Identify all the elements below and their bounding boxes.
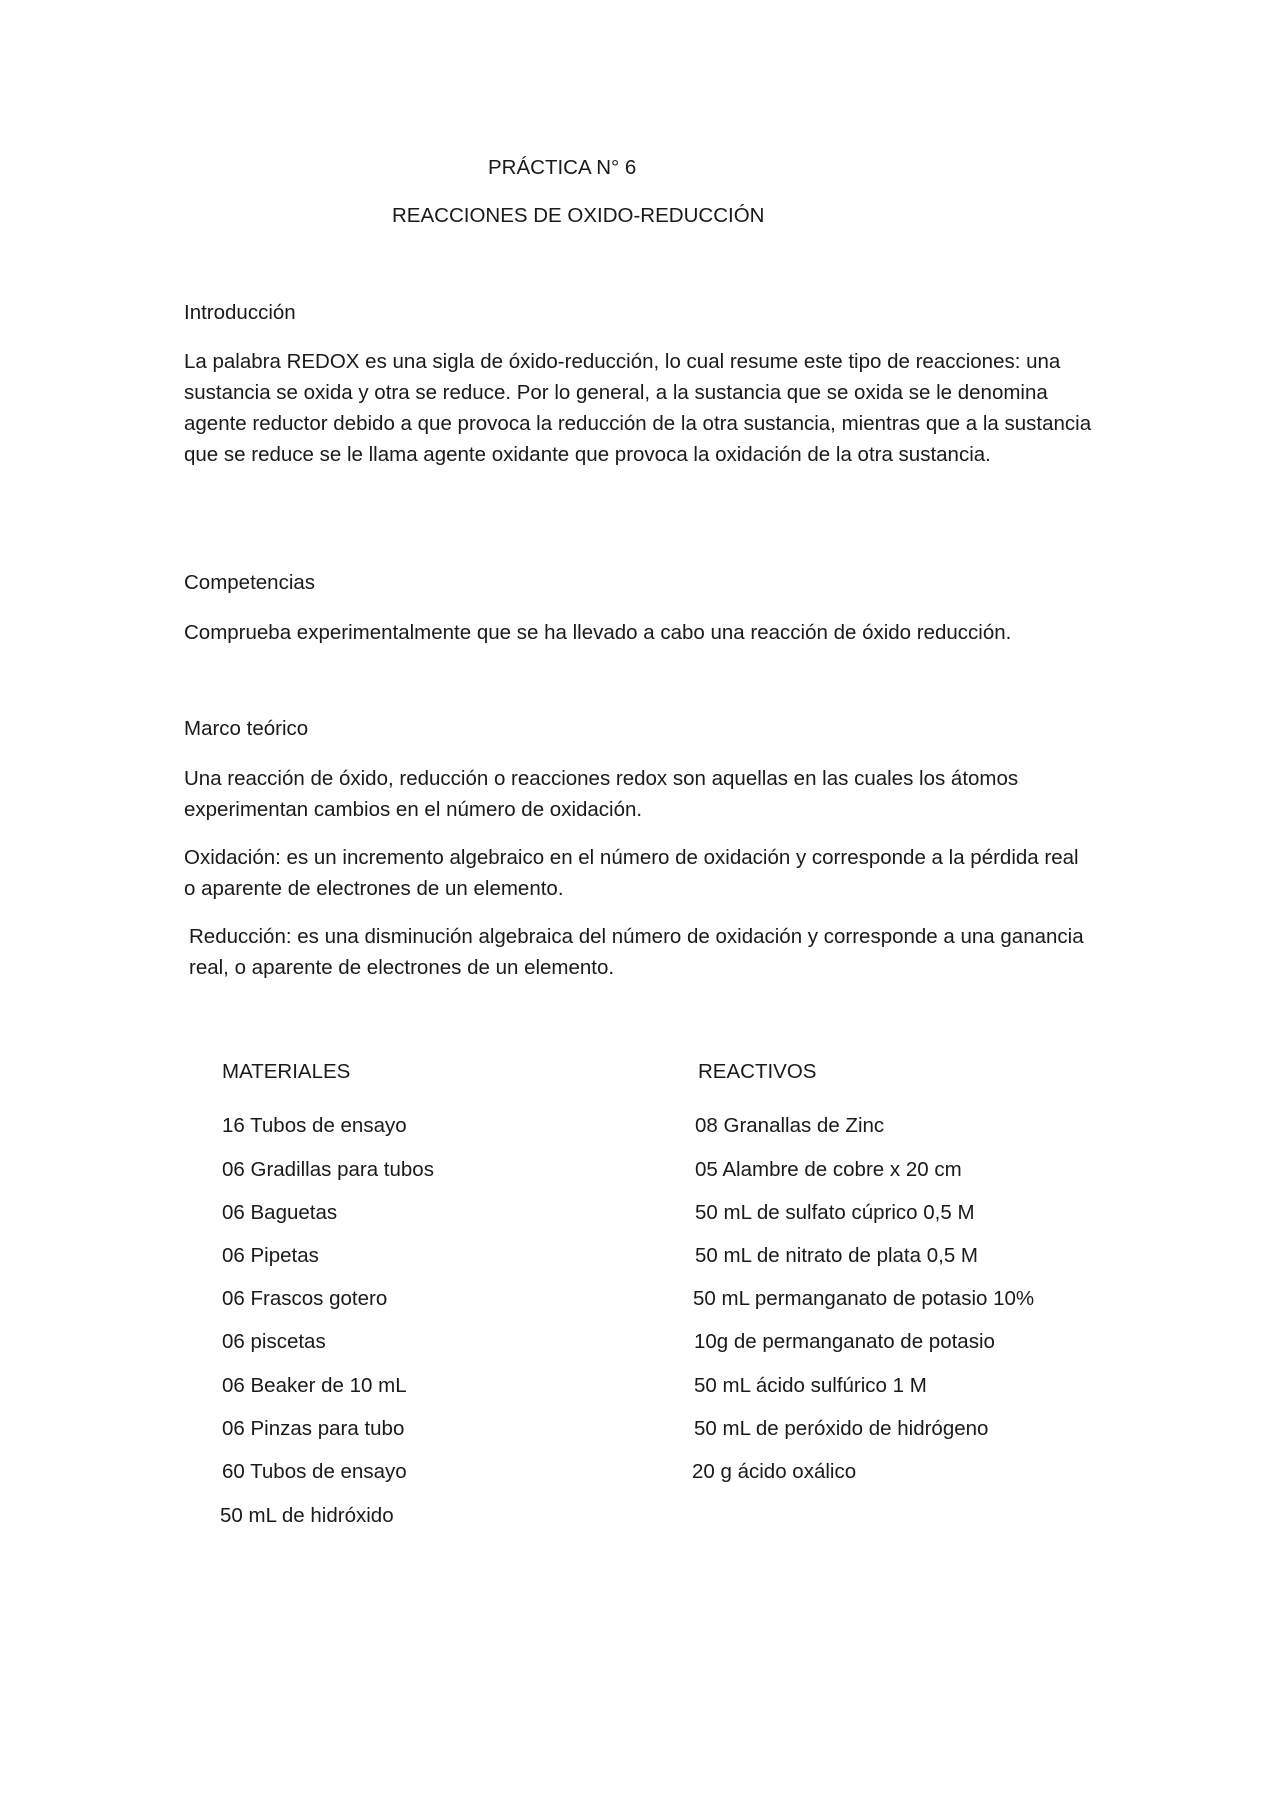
materiales-item: 16 Tubos de ensayo: [222, 1114, 407, 1137]
document-subtitle: REACCIONES DE OXIDO-REDUCCIÓN: [392, 204, 765, 227]
reactivos-item: 50 mL permanganato de potasio 10%: [693, 1287, 1035, 1310]
reactivos-item: 10g de permanganato de potasio: [694, 1330, 995, 1353]
materiales-item: 06 Pipetas: [222, 1244, 319, 1267]
reactivos-item: 50 mL de nitrato de plata 0,5 M: [695, 1244, 978, 1267]
intro-paragraph: La palabra REDOX es una sigla de óxido-reducción, lo cual resume este tipo de reacciones: una sustancia se oxida y otra se reduce. Por lo general, a la sustancia que se oxida se le denomina agente reductor debido a que provoca la reducción de la otra sustancia, mientras que a la sustancia que se reduce se le llama agente oxidante que provoca la oxidación de la otra sustancia.: [184, 350, 1092, 466]
reactivos-item: 20 g ácido oxálico: [692, 1460, 857, 1483]
reactivos-heading: REACTIVOS: [698, 1060, 817, 1083]
materiales-item: 06 piscetas: [222, 1330, 326, 1353]
document-title: PRÁCTICA N° 6: [488, 156, 637, 179]
marco-teorico-heading: Marco teórico: [184, 717, 309, 740]
reactivos-item: 50 mL ácido sulfúrico 1 M: [694, 1374, 927, 1397]
materiales-heading: MATERIALES: [222, 1060, 351, 1083]
reactivos-item: 50 mL de sulfato cúprico 0,5 M: [695, 1201, 975, 1224]
competencias-heading: Competencias: [184, 571, 316, 594]
materiales-item: 06 Baguetas: [222, 1201, 338, 1224]
reactivos-item: 50 mL de peróxido de hidrógeno: [694, 1417, 989, 1440]
reactivos-item: 08 Granallas de Zinc: [695, 1114, 885, 1137]
materiales-item: 06 Pinzas para tubo: [222, 1417, 405, 1440]
reduccion-paragraph: Reducción: es una disminución algebraica del número de oxidación y corresponde a una ganancia real, o aparente de electrones de un elemento.: [189, 925, 1084, 979]
materiales-item: 06 Gradillas para tubos: [222, 1158, 434, 1181]
materiales-item: 60 Tubos de ensayo: [222, 1460, 407, 1483]
marco-teorico-paragraph-1: Una reacción de óxido, reducción o reacciones redox son aquellas en las cuales los átomos experimentan cambios en el número de oxidación.: [184, 767, 1019, 821]
intro-heading: Introducción: [184, 301, 296, 324]
oxidacion-paragraph: Oxidación: es un incremento algebraico en el número de oxidación y corresponde a la pérdida real o aparente de electrones de un elemento.: [184, 846, 1079, 900]
materiales-item: 50 mL de hidróxido: [220, 1504, 394, 1527]
reactivos-item: 05 Alambre de cobre x 20 cm: [695, 1158, 962, 1181]
materiales-item: 06 Frascos gotero: [222, 1287, 388, 1310]
competencias-paragraph: Comprueba experimentalmente que se ha llevado a cabo una reacción de óxido reducción.: [184, 621, 1012, 644]
materiales-item: 06 Beaker de 10 mL: [222, 1374, 407, 1397]
